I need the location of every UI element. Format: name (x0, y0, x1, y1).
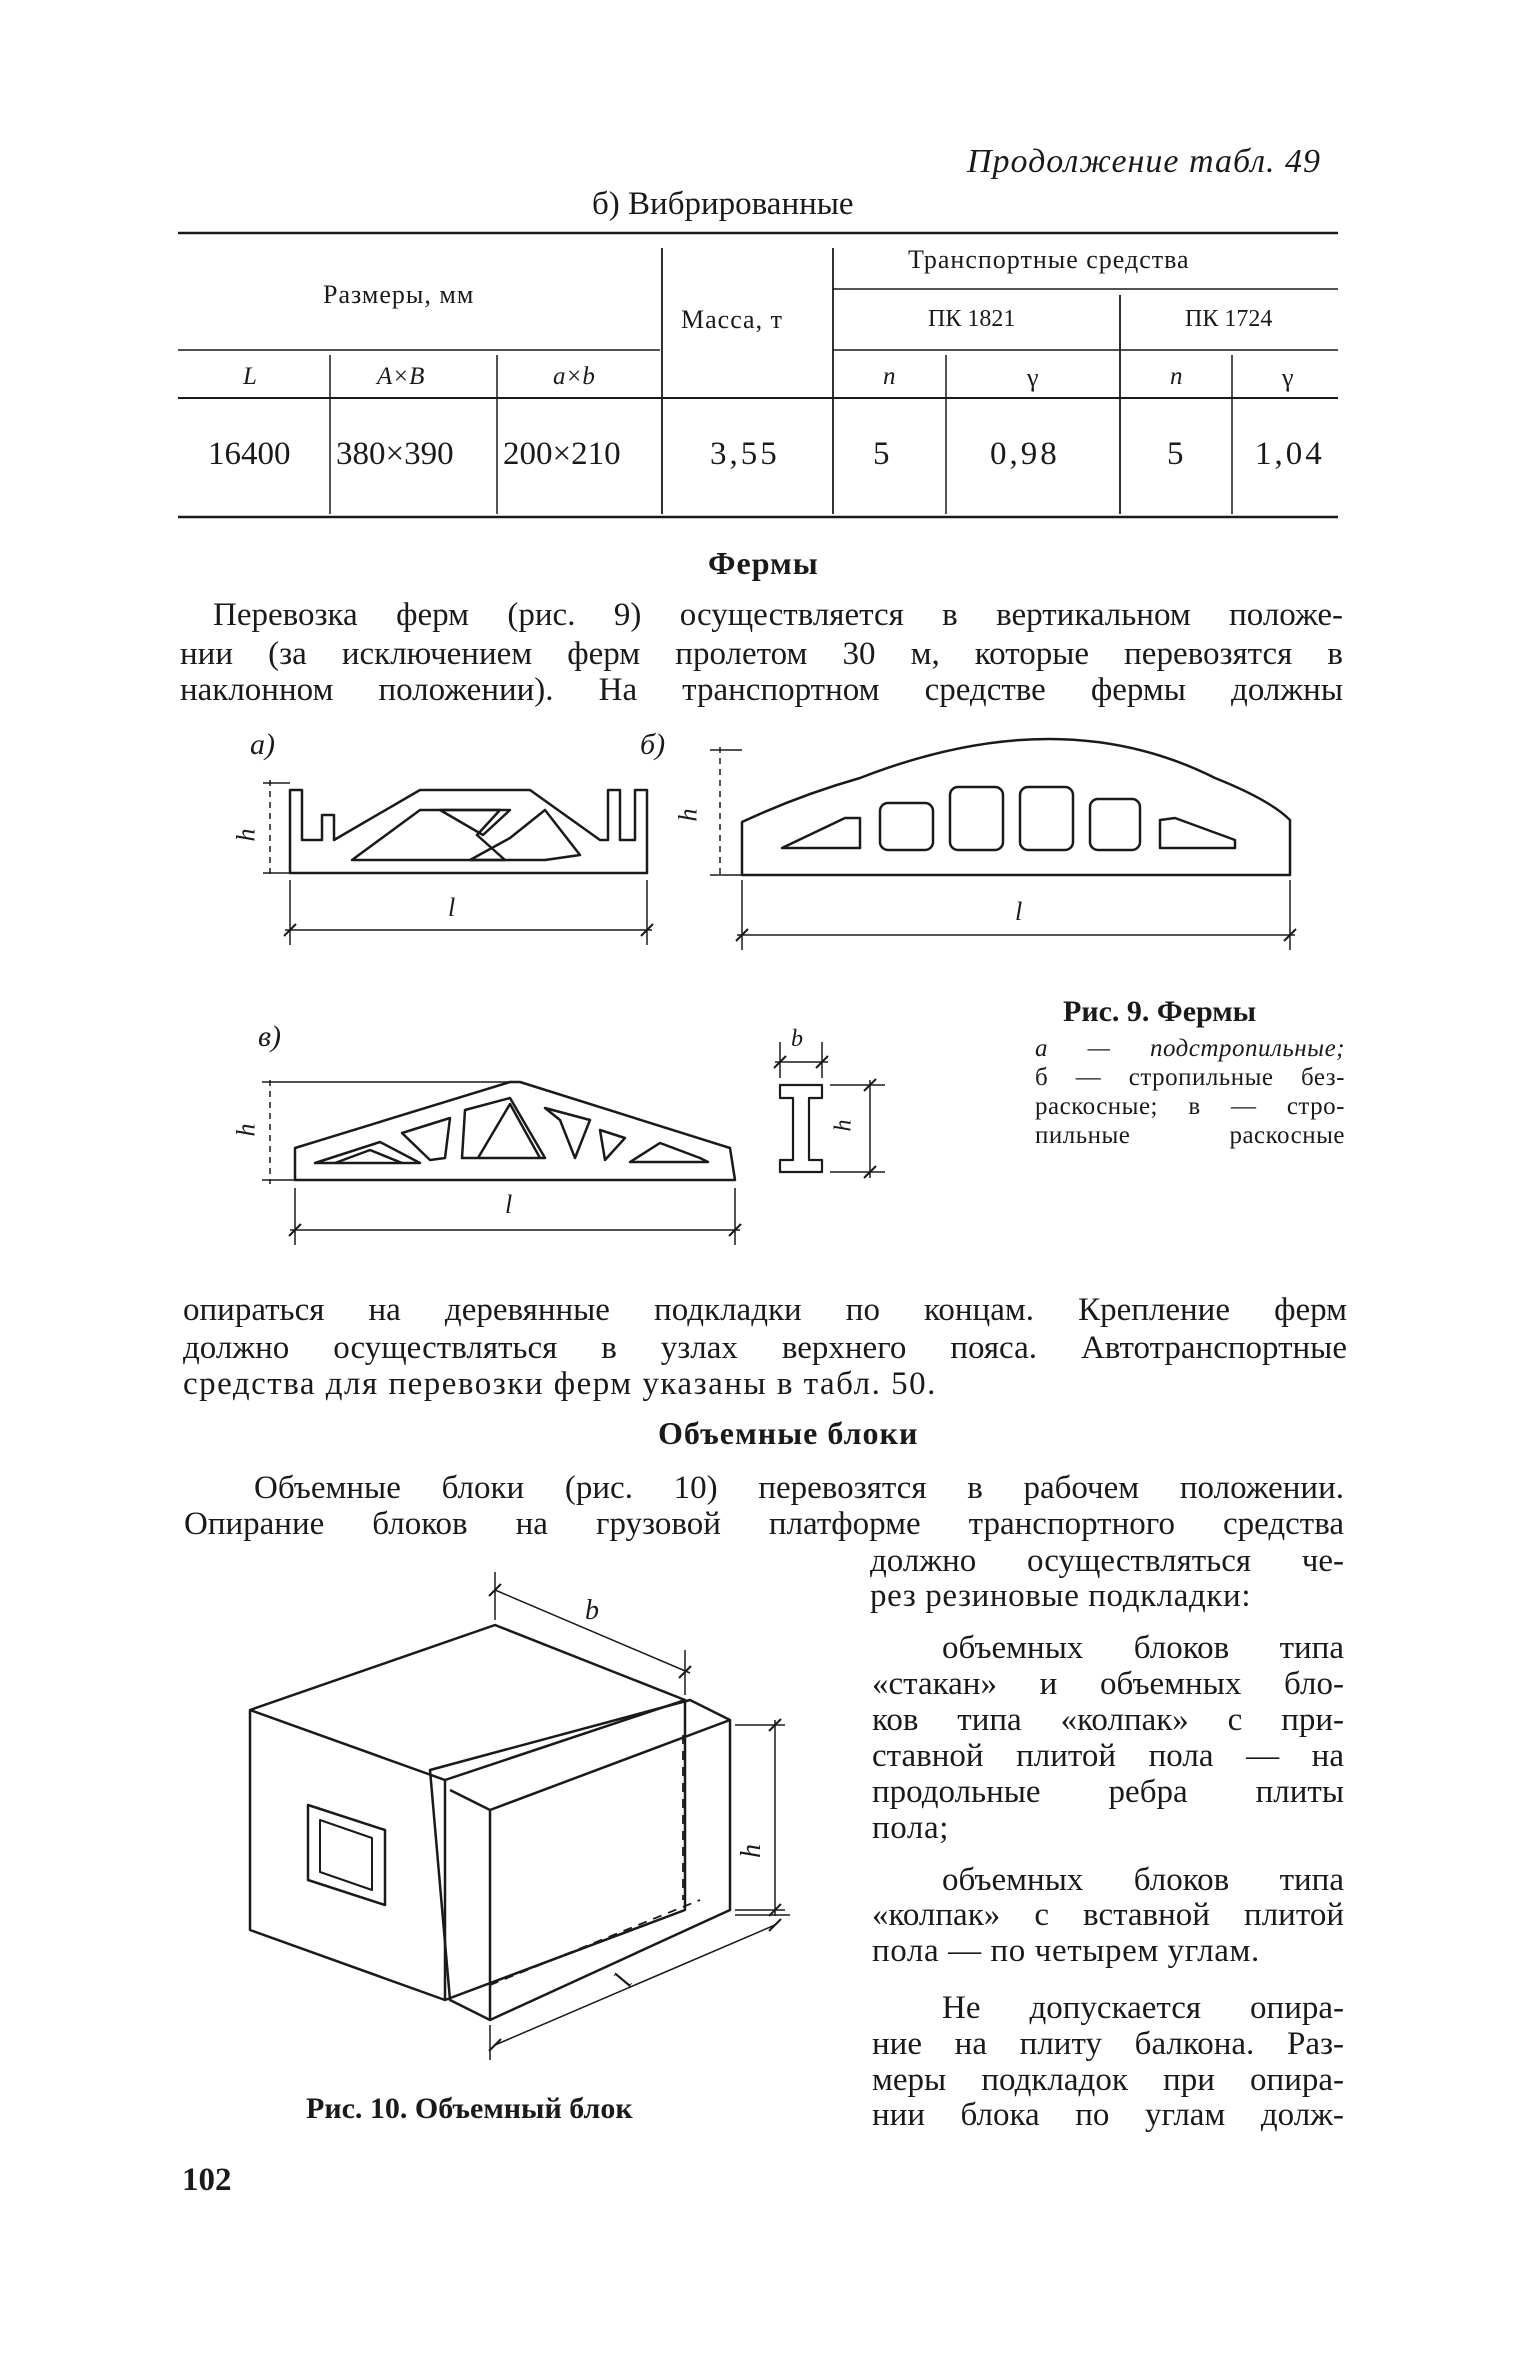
table-cell-gamma2: 1,04 (1255, 436, 1325, 472)
list-item-line: «колпак» с вставной плитой (872, 1897, 1344, 1933)
figure-10-caption: Рис. 10. Объемный блок (306, 2092, 633, 2125)
figure-9a-dim-l: l (448, 893, 456, 922)
figure-9-caption-line: а — подстропильные; (1035, 1035, 1345, 1062)
section-heading-trusses: Фермы (708, 545, 819, 581)
table-header-sizes: Размеры, мм (323, 280, 475, 309)
paragraph-line: должно осуществляться че- (870, 1543, 1344, 1579)
table-header-transport: Транспортные средства (908, 245, 1190, 274)
list-item-line: ков типа «колпак» с при- (872, 1702, 1344, 1738)
paragraph-line: опираться на деревянные подкладки по концам. Крепление ферм (183, 1292, 1347, 1328)
table-cell-mass: 3,55 (710, 436, 780, 472)
figure-9v-dim-h: h (231, 1123, 261, 1137)
list-item-line: объемных блоков типа (942, 1630, 1344, 1666)
table-subheader-L: L (243, 363, 257, 390)
paragraph-line: должно осуществляться в узлах верхнего пояса. Автотранспортные (183, 1330, 1347, 1366)
table-subheader-n2: n (1170, 363, 1183, 390)
figure-10-dim-l: l (608, 1969, 639, 1992)
table-header-mass: Масса, т (681, 305, 783, 334)
list-item-line: объемных блоков типа (942, 1862, 1344, 1898)
table-subheader-gamma1: γ (1027, 363, 1039, 392)
table-subheader-n1: n (883, 363, 896, 390)
table-cell-axb: 200×210 (503, 436, 621, 472)
paragraph-line: нии блока по углам долж- (872, 2097, 1344, 2133)
list-item-line: продольные ребра плиты (872, 1774, 1344, 1810)
table-subtitle: б) Вибрированные (592, 186, 854, 222)
table-cell-L: 16400 (208, 436, 291, 472)
paragraph-line: рез резиновые подкладки: (870, 1578, 1252, 1614)
table-cell-gamma1: 0,98 (990, 436, 1060, 472)
paragraph-line: средства для перевозки ферм указаны в табл. 50. (183, 1366, 937, 1402)
figure-9-label-a: а) (250, 728, 275, 761)
table-header-pk1821: ПК 1821 (928, 306, 1016, 332)
figure-9-caption-line: пильные раскосные (1035, 1122, 1345, 1149)
table-subheader-gamma2: γ (1282, 363, 1294, 392)
paragraph-line: Перевозка ферм (рис. 9) осуществляется в вертикальном положе- (213, 597, 1343, 633)
table-subheader-axb: a×b (553, 363, 595, 390)
list-item-line: ставной плитой пола — на (872, 1738, 1344, 1774)
table-continuation-label: Продолжение табл. 49 (967, 143, 1322, 180)
list-item-line: пола; (872, 1810, 950, 1846)
figure-9b-dim-h: h (673, 808, 703, 822)
table-cell-AxB: 380×390 (336, 436, 454, 472)
figure-9v-dim-l: l (505, 1190, 513, 1219)
figure-9-label-b: б) (640, 728, 666, 761)
figure-9a-dim-h: h (231, 828, 261, 842)
figure-9-section-dim-b: b (791, 1026, 803, 1052)
figure-9-caption-line: б — стропильные без- (1035, 1064, 1345, 1091)
table-cell-n1: 5 (873, 436, 890, 472)
paragraph-line: ние на плиту балкона. Раз- (872, 2026, 1344, 2062)
list-item-line: пола — по четырем углам. (872, 1933, 1260, 1969)
figure-9-section-dim-h: h (830, 1119, 857, 1132)
paragraph-line: Не допускается опира- (942, 1990, 1344, 2026)
section-heading-volume-blocks: Объемные блоки (658, 1415, 919, 1451)
page-number: 102 (182, 2162, 232, 2198)
table-cell-n2: 5 (1167, 436, 1184, 472)
list-item-line: «стакан» и объемных бло- (872, 1666, 1344, 1702)
paragraph-line: нии (за исключением ферм пролетом 30 м, которые перевозятся в (180, 636, 1343, 672)
figure-9-label-v: в) (258, 1020, 282, 1053)
paragraph-line: Объемные блоки (рис. 10) перевозятся в рабочем положении. (254, 1470, 1344, 1506)
paragraph-line: Опирание блоков на грузовой платформе транспортного средства (184, 1506, 1344, 1542)
figure-10-dim-b: b (585, 1595, 599, 1626)
table-header-pk1724: ПК 1724 (1185, 306, 1273, 332)
figure-10-dim-h: h (736, 1844, 767, 1858)
figure-9-caption-line: раскосные; в — стро- (1035, 1093, 1345, 1120)
figure-9-caption-title: Рис. 9. Фермы (1063, 995, 1257, 1028)
figure-9b-dim-l: l (1015, 897, 1023, 926)
table-subheader-AxB: A×B (377, 363, 425, 390)
paragraph-line: меры подкладок при опира- (872, 2062, 1344, 2098)
paragraph-line: наклонном положении). На транспортном средстве фермы должны (180, 672, 1343, 708)
